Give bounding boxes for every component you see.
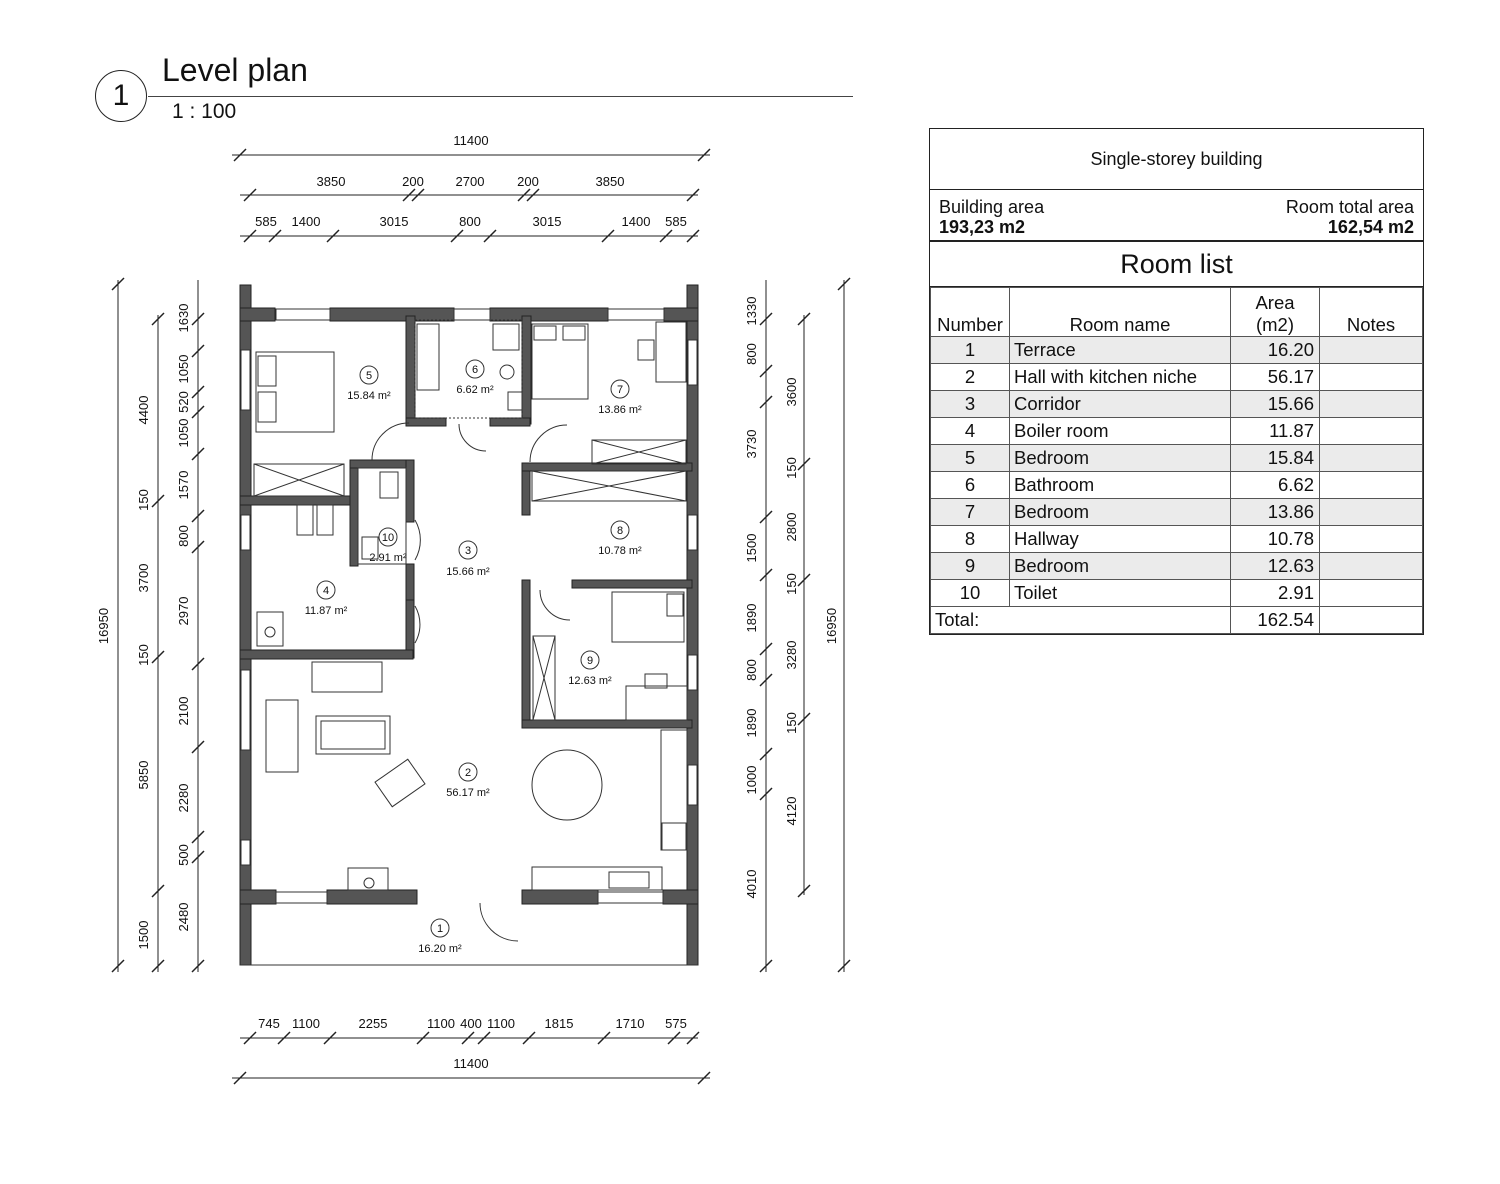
- dimension-lines: [112, 149, 850, 1084]
- row-area: 13.86: [1231, 499, 1320, 526]
- dim-top-3-7: 585: [665, 214, 687, 229]
- col-area: Area (m2): [1231, 288, 1320, 337]
- row-area: 15.84: [1231, 445, 1320, 472]
- dim-right-2-3: 3280: [784, 640, 799, 670]
- dim-bottom-2: 1100: [292, 1016, 320, 1031]
- room-labels: [317, 360, 629, 937]
- row-area: 10.78: [1231, 526, 1320, 553]
- room-6-area: 6.62 m²: [456, 384, 494, 396]
- dim-left-3-11: 1630: [176, 303, 191, 333]
- dim-top-3-2: 1400: [291, 214, 321, 229]
- dim-top-2-5: 3850: [595, 174, 625, 189]
- dim-left-2-4: 3700: [136, 563, 151, 593]
- dim-right-2-5: 2800: [784, 512, 799, 542]
- room-1-number: 1: [436, 923, 444, 935]
- room-9-number: 9: [586, 655, 594, 667]
- dim-left-3-5: 2970: [176, 596, 191, 626]
- dim-right-3-8: 800: [744, 343, 759, 365]
- room-6-number: 6: [471, 364, 479, 376]
- table-row: [931, 499, 1423, 526]
- dim-right-3-3: 1890: [744, 708, 759, 738]
- dim-left-2-3: 150: [136, 644, 151, 666]
- row-room-name: Bedroom: [1010, 445, 1231, 472]
- table-row: [931, 391, 1423, 418]
- drawing-number-circle: 1: [95, 70, 147, 122]
- row-number: 9: [931, 553, 1010, 580]
- dim-left-3-8: 1050: [176, 418, 191, 448]
- dim-left-3-3: 2280: [176, 783, 191, 813]
- dim-bottom-8: 1710: [615, 1016, 645, 1031]
- room-list-title: Room list: [930, 242, 1423, 287]
- total-row: [931, 607, 1423, 634]
- table-row: [931, 337, 1423, 364]
- row-notes: [1320, 580, 1423, 607]
- row-room-name: Bathroom: [1010, 472, 1231, 499]
- row-notes: [1320, 391, 1423, 418]
- row-notes: [1320, 364, 1423, 391]
- dim-right-3-5: 1890: [744, 603, 759, 633]
- row-room-name: Bedroom: [1010, 553, 1231, 580]
- total-value: 162.54: [1231, 607, 1320, 634]
- dim-left-2-2: 5850: [136, 760, 151, 790]
- dim-left-3-10: 1050: [176, 354, 191, 384]
- table-row: [931, 580, 1423, 607]
- row-area: 11.87: [1231, 418, 1320, 445]
- dim-left-2-1: 1500: [136, 920, 151, 950]
- row-area: 16.20: [1231, 337, 1320, 364]
- dim-right-3-4: 800: [744, 659, 759, 681]
- row-number: 3: [931, 391, 1010, 418]
- row-area: 12.63: [1231, 553, 1320, 580]
- room-9-area: 12.63 m²: [568, 675, 612, 687]
- row-number: 10: [931, 580, 1010, 607]
- drawing-title: Level plan: [162, 52, 308, 88]
- room-8-area: 10.78 m²: [598, 545, 642, 557]
- total-label: Total:: [931, 607, 1231, 634]
- dim-right-total: 16950: [824, 607, 839, 645]
- row-notes: [1320, 472, 1423, 499]
- table-row: [931, 472, 1423, 499]
- row-number: 8: [931, 526, 1010, 553]
- dim-right-3-6: 1500: [744, 533, 759, 563]
- room-7-area: 13.86 m²: [598, 404, 642, 416]
- row-number: 5: [931, 445, 1010, 472]
- room-5-area: 15.84 m²: [347, 390, 391, 402]
- room-1-area: 16.20 m²: [418, 943, 462, 955]
- table-row: [931, 364, 1423, 391]
- dim-top-2-2: 200: [402, 174, 424, 189]
- row-room-name: Boiler room: [1010, 418, 1231, 445]
- row-area: 15.66: [1231, 391, 1320, 418]
- room-4-area: 11.87 m²: [304, 605, 348, 617]
- dim-bottom-5: 400: [460, 1016, 482, 1031]
- total-notes: [1320, 607, 1423, 634]
- dim-right-3-7: 3730: [744, 429, 759, 459]
- dim-left-2-5: 150: [136, 489, 151, 511]
- row-number: 6: [931, 472, 1010, 499]
- dim-right-2-4: 150: [784, 573, 799, 595]
- building-area-value: 193,23 m2: [939, 217, 1026, 237]
- col-number: Number: [931, 288, 1010, 337]
- row-number: 7: [931, 499, 1010, 526]
- dim-bottom-7: 1815: [544, 1016, 574, 1031]
- row-area: 2.91: [1231, 580, 1320, 607]
- dim-right-3-1: 4010: [744, 869, 759, 899]
- row-room-name: Terrace: [1010, 337, 1231, 364]
- row-notes: [1320, 499, 1423, 526]
- table-row: [931, 445, 1423, 472]
- room-4-number: 4: [322, 585, 330, 597]
- row-notes: [1320, 418, 1423, 445]
- row-number: 4: [931, 418, 1010, 445]
- room-2-number: 2: [464, 767, 472, 779]
- dim-right-2-6: 150: [784, 457, 799, 479]
- dim-left-3-7: 1570: [176, 470, 191, 500]
- dim-bottom-9: 575: [665, 1016, 687, 1031]
- area-summary: [930, 190, 1423, 242]
- drawing-scale: 1 : 100: [172, 100, 237, 123]
- table-row: [931, 526, 1423, 553]
- room-table: [930, 287, 1423, 634]
- room-total-value: 162,54 m2: [1327, 217, 1414, 237]
- dim-left-3-4: 2100: [176, 696, 191, 726]
- room-total-label: Room total area: [1285, 197, 1414, 217]
- room-5-number: 5: [365, 370, 373, 382]
- dim-left-3-6: 800: [176, 525, 191, 547]
- dim-bottom-4: 1100: [427, 1016, 455, 1031]
- room-10-number: 10: [381, 532, 395, 544]
- dim-bottom-1: 745: [258, 1016, 280, 1031]
- dim-left-3-2: 500: [176, 844, 191, 866]
- room-7-number: 7: [616, 384, 624, 396]
- dim-right-2-7: 3600: [784, 377, 799, 407]
- dim-top-3-1: 585: [255, 214, 277, 229]
- row-room-name: Hallway: [1010, 526, 1231, 553]
- room-schedule-panel: [929, 128, 1424, 635]
- dim-right-3-9: 1330: [744, 296, 759, 326]
- dim-top-2-1: 3850: [316, 174, 346, 189]
- row-room-name: Corridor: [1010, 391, 1231, 418]
- furniture: [240, 320, 698, 965]
- row-number: 1: [931, 337, 1010, 364]
- row-area: 56.17: [1231, 364, 1320, 391]
- table-row: [931, 553, 1423, 580]
- building-area-label: Building area: [939, 197, 1045, 217]
- dim-left-3-9: 520: [176, 391, 191, 413]
- dim-top-total: 11400: [453, 133, 489, 148]
- row-room-name: Bedroom: [1010, 499, 1231, 526]
- dim-left-total: 16950: [96, 607, 111, 645]
- row-room-name: Hall with kitchen niche: [1010, 364, 1231, 391]
- dim-left-3-1: 2480: [176, 902, 191, 932]
- dim-top-3-5: 3015: [532, 214, 562, 229]
- dim-top-3-6: 1400: [621, 214, 651, 229]
- row-notes: [1320, 445, 1423, 472]
- col-notes: Notes: [1320, 288, 1423, 337]
- room-10-area: 2.91 m²: [369, 552, 407, 564]
- dim-right-2-1: 4120: [784, 796, 799, 826]
- row-number: 2: [931, 364, 1010, 391]
- room-3-number: 3: [464, 545, 472, 557]
- row-notes: [1320, 553, 1423, 580]
- building-header: Single-storey building: [930, 129, 1423, 190]
- dim-right-2-2: 150: [784, 712, 799, 734]
- row-notes: [1320, 526, 1423, 553]
- row-room-name: Toilet: [1010, 580, 1231, 607]
- dim-left-2-6: 4400: [136, 395, 151, 425]
- room-2-area: 56.17 m²: [446, 787, 490, 799]
- dim-top-3-4: 800: [459, 214, 481, 229]
- row-area: 6.62: [1231, 472, 1320, 499]
- room-8-number: 8: [616, 525, 624, 537]
- table-row: [931, 418, 1423, 445]
- dim-top-3-3: 3015: [379, 214, 409, 229]
- col-room-name: Room name: [1010, 288, 1231, 337]
- room-3-area: 15.66 m²: [446, 566, 490, 578]
- dim-bottom-total: 11400: [453, 1056, 489, 1071]
- dim-right-3-2: 1000: [744, 765, 759, 795]
- dim-top-2-4: 200: [517, 174, 539, 189]
- dim-bottom-6: 1100: [487, 1016, 515, 1031]
- dim-top-2-3: 2700: [455, 174, 485, 189]
- dim-bottom-3: 2255: [358, 1016, 388, 1031]
- row-notes: [1320, 337, 1423, 364]
